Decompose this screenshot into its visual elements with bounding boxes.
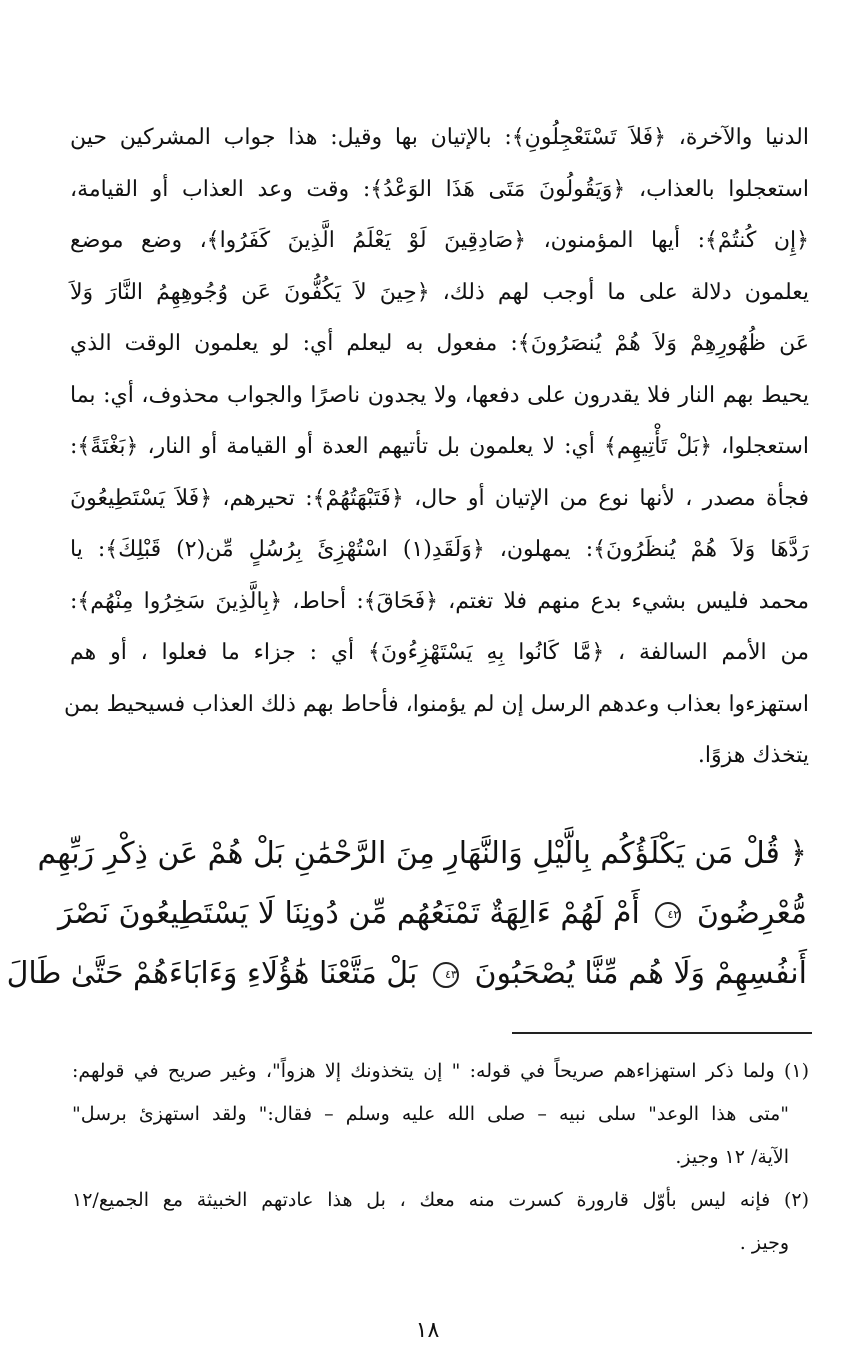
- footnote-line: الآية/ ١٢ وجيز.: [675, 1146, 789, 1168]
- footnote-line: "متى هذا الوعد" سلى نبيه – صلى الله عليه وسلم – فقال:" ولقد استهزئ برسل": [72, 1103, 789, 1125]
- commentary-line: يتخذك هزوًا.: [697, 743, 809, 768]
- commentary-line: استعجلوا بالعذاب، ﴿وَيَقُولُونَ مَتَى هَذَا الوَعْدُ﴾: وقت وعد العذاب أو القيامة،: [70, 176, 809, 202]
- commentary-line: استهزءوا بعذاب وعدهم الرسل إن لم يؤمنوا، فأحاط بهم ذلك العذاب فسيحيط بمن: [64, 691, 809, 717]
- commentary-line: الدنيا والآخرة، ﴿فَلاَ تَسْتَعْجِلُونِ﴾: بالإتيان بها وقيل: هذا جواب المشركين حين: [70, 125, 809, 150]
- ayah-number-marker: ٤٣: [433, 962, 459, 988]
- verse-segment: أَنفُسِهِمْ وَلَا هُم مِّنَّا يُصْحَبُونَ: [474, 956, 807, 991]
- verse-line: [58, 884, 807, 944]
- commentary-text: [64, 112, 810, 782]
- commentary-line: يحيط بهم النار فلا يقدرون على دفعها، ولا يجدون ناصرًا والجواب محذوف، أي: بما: [70, 382, 810, 408]
- commentary-line: ﴿إِن كُنتُمْ﴾: أيها المؤمنون، ﴿صَادِقِينَ لَوْ يَعْلَمُ الَّذِينَ كَفَرُوا﴾، وضع موضع: [70, 228, 809, 253]
- footnote-line: وجيز .: [739, 1232, 789, 1254]
- footnote-line: (٢) فإنه ليس بأوّل قارورة كسرت منه معك ، بل هذا عادتهم الخبيثة مع الجميع/١٢: [72, 1189, 809, 1211]
- commentary-line: من الأمم السالفة ، ﴿مَّا كَانُوا بِهِ يَسْتَهْزِءُونَ﴾ أي : جزاء ما فعلوا ، أو هم: [70, 640, 809, 665]
- commentary-line: عَن ظُهُورِهِمْ وَلاَ هُمْ يُنصَرُونَ﴾: مفعول به ليعلم أي: لو يعلمون الوقت الذي: [70, 331, 809, 356]
- commentary-line: فجأة مصدر ، لأنها نوع من الإتيان أو حال، ﴿فَتَبْهَتُهُمْ﴾: تحيرهم، ﴿فَلاَ يَسْتَطِيعُونَ: [70, 485, 809, 511]
- commentary-line: استعجلوا، ﴿بَلْ تَأْتِيهِم﴾ أي: لا يعلمون بل تأتيهم العدة أو القيامة أو النار، ﴿بَغْتَةً﴾:: [70, 434, 809, 459]
- verse-segment: بَلْ مَتَّعْنَا هَٰؤُلَاءِ وَءَابَاءَهُمْ حَتَّىٰ طَالَ: [6, 956, 418, 991]
- verse-line: [6, 944, 807, 1004]
- quran-verses: [6, 824, 807, 1004]
- page-number: ١٨: [415, 1318, 440, 1343]
- commentary-line: يعلمون دلالة على ما أوجب لهم ذلك، ﴿حِينَ لاَ يَكُفُّونَ عَن وُجُوهِهِمُ النَّارَ وَلاَ: [70, 279, 809, 305]
- commentary-line: محمد فليس بشيء بدع منهم فلا تغتم، ﴿فَحَاقَ﴾: أحاط، ﴿بِالَّذِينَ سَخِرُوا مِنْهُم﴾:: [70, 588, 809, 614]
- verse-line: ﴿ قُلْ مَن يَكْلَؤُكُم بِالَّيْلِ وَالنَّهَارِ مِنَ الرَّحْمَٰنِ بَلْ هُمْ عَن ذِكْرِ رَبِّهِم: [37, 836, 807, 871]
- commentary-line: رَدَّهَا وَلاَ هُمْ يُنظَرُونَ﴾: يمهلون، ﴿وَلَقَدِ(١) اسْتُهْزِئَ بِرُسُلٍ مِّن(٢) قَبْلِكَ﴾: يا: [70, 537, 809, 562]
- ayah-number-marker: ٤٢: [655, 902, 681, 928]
- footnotes: [72, 1050, 809, 1265]
- verse-segment: مُّعْرِضُونَ: [696, 896, 807, 931]
- verse-segment: أَمْ لَهُمْ ءَالِهَةٌ تَمْنَعُهُم مِّن دُونِنَا لَا يَسْتَطِيعُونَ نَصْرَ: [58, 896, 640, 931]
- footnote-divider: [512, 1032, 812, 1034]
- footnote-line: (١) ولما ذكر استهزاءهم صريحاً في قوله: " إن يتخذونك إلا هزواً"، وغير صريح في قولهم:: [72, 1060, 809, 1082]
